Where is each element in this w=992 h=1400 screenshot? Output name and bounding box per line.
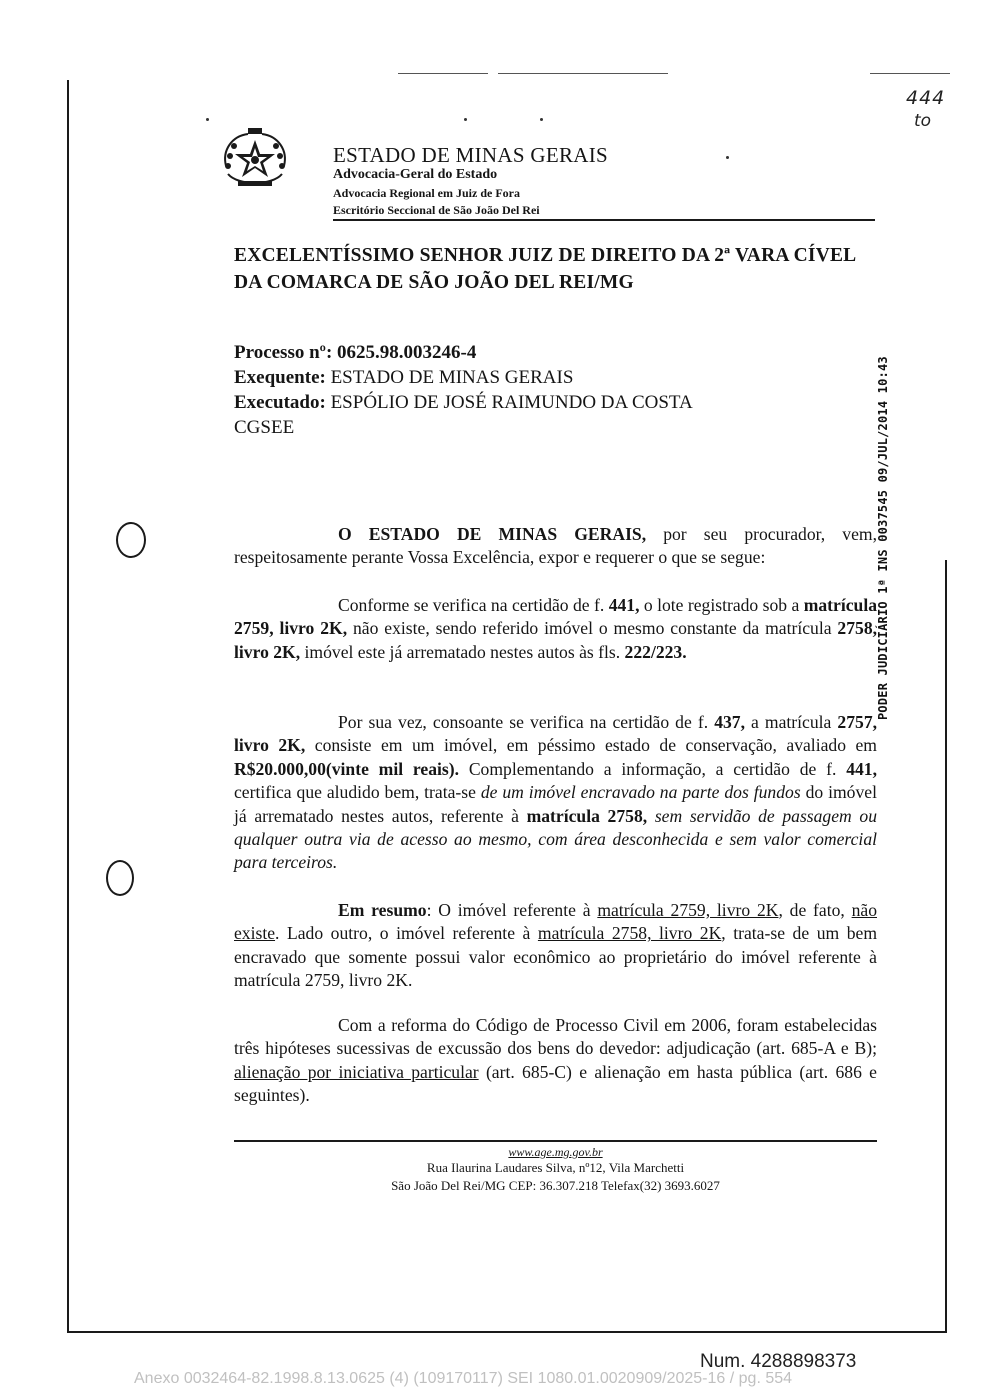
paragraph-text-run: certifica que aludido bem, trata-se — [234, 782, 481, 803]
paragraph-underlined-run: alienação por iniciativa particular — [234, 1061, 479, 1082]
letterhead-regional-office: Advocacia Regional em Juiz de Fora — [333, 186, 520, 200]
paragraph-bold-run: Em resumo — [338, 900, 427, 920]
scan-border-right — [945, 560, 947, 1332]
footer-rule — [234, 1140, 877, 1142]
process-info — [234, 340, 693, 440]
executado-label: Executado: — [234, 392, 326, 413]
paragraph-bold-run: R$20.000,00(vinte mil reais). — [234, 758, 460, 779]
paragraph-bold-run: 222/223. — [624, 641, 687, 662]
court-protocol-stamp: PODER JUDICIÁRIO 1ª INS 0037545 09/JUL/2014 10:43 — [876, 356, 890, 720]
scan-artifact-line — [870, 73, 950, 74]
paragraph-cpc-reform — [234, 1014, 877, 1108]
paragraph-underlined-run: matrícula 2758, livro 2K — [537, 923, 722, 944]
paragraph-certidao-437 — [234, 711, 877, 875]
paragraph-bold-run: matrícula 2758, — [526, 805, 648, 826]
paragraph-text-run: imóvel este já arrematado nestes autos às fls. — [300, 641, 625, 662]
exequente-label: Exequente: — [234, 367, 326, 388]
scan-artifact-line — [398, 73, 488, 74]
scan-speck — [206, 118, 209, 121]
handwritten-number-bottom: to — [914, 111, 932, 131]
scan-speck — [540, 118, 543, 121]
paragraph-text-run: do imóvel já arrematado nestes autos, referente à — [234, 782, 877, 826]
letterhead-rule — [333, 219, 875, 221]
scan-border-left — [67, 80, 69, 1333]
process-extra-code: CGSEE — [234, 417, 295, 438]
process-number-line — [234, 340, 693, 365]
exequente-line — [234, 365, 693, 390]
paragraph-text-run: não existe, sendo referido imóvel o mesmo constante da matrícula — [347, 618, 838, 639]
letterhead-local-office: Escritório Seccional de São João Del Rei — [333, 203, 540, 217]
paragraph-bold-run: matrícula 2759, livro 2K, — [234, 595, 878, 639]
paragraph-bold-run: O ESTADO DE MINAS GERAIS, — [338, 524, 647, 544]
annex-watermark-line: Anexo 0032464-82.1998.8.13.0625 (4) (109170117) SEI 1080.01.0020909/2025-16 / pg. 554 — [134, 1370, 793, 1387]
punch-hole-icon — [116, 522, 146, 558]
scan-speck — [726, 156, 729, 159]
paragraph-underlined-run: matrícula 2759, livro 2K — [597, 900, 779, 920]
letterhead-title: ESTADO DE MINAS GERAIS — [333, 143, 609, 167]
paragraph-italic-run: sem servidão de passagem ou qualquer outra via de acesso ao mesmo, com área desconhecida e sem valor comercial para terceiros. — [234, 805, 877, 873]
paragraph-bold-run: 437, — [714, 712, 745, 732]
paragraph-text-run: : O imóvel referente à — [426, 900, 598, 920]
scan-speck — [464, 118, 467, 121]
scan-artifact-line — [498, 73, 668, 74]
paragraph-text-run: o lote registrado sob a — [639, 595, 804, 615]
paragraph-bold-run: 441, — [846, 758, 877, 779]
paragraph-text-run: por seu procurador, vem, respeitosamente perante Vossa Excelência, expor e requerer o que se segue: — [234, 524, 877, 568]
handwritten-number-top: 444 — [906, 87, 946, 109]
footer-address-line-2: São João Del Rei/MG CEP: 36.307.218 Telefax(32) 3693.6027 — [391, 1178, 720, 1193]
paragraph-text-run: Conforme se verifica na certidão de f. — [338, 595, 609, 615]
executado-value: ESPÓLIO DE JOSÉ RAIMUNDO DA COSTA — [330, 392, 693, 413]
footer-website: www.age.mg.gov.br — [508, 1145, 603, 1159]
scan-border-bottom — [67, 1331, 947, 1333]
paragraph-text-run: a matrícula — [744, 712, 838, 732]
punch-hole-icon — [106, 860, 134, 896]
process-number-label: Processo nº: — [234, 342, 333, 363]
paragraph-underlined-run: não existe — [234, 900, 877, 944]
exequente-value: ESTADO DE MINAS GERAIS — [330, 367, 574, 388]
paragraph-text-run: , trata-se de um bem encravado que somente possui valor econômico ao proprietário do imóvel referente à matrícula 2759, livro 2K. — [234, 923, 878, 991]
handwritten-page-number — [900, 85, 960, 145]
coat-of-arms-icon — [218, 126, 292, 192]
paragraph-text-run: . Lado outro, o imóvel referente à — [275, 923, 538, 944]
paragraph-resumo — [234, 899, 877, 993]
paragraph-text-run: consiste em um imóvel, em péssimo estado de conservação, avaliado em — [305, 735, 877, 756]
process-number-value: 0625.98.003246-4 — [337, 342, 477, 363]
paragraph-certidao-441 — [234, 594, 877, 664]
footer-address-line-1: Rua Ilaurina Laudares Silva, nº12, Vila Marchetti — [426, 1160, 685, 1175]
protocol-number: Num. 4288898373 — [700, 1351, 857, 1372]
executado-line — [234, 390, 693, 415]
addressee-heading: EXCELENTÍSSIMO SENHOR JUIZ DE DIREITO DA 2ª VARA CÍVEL DA COMARCA DE SÃO JOÃO DEL REI/MG — [234, 245, 856, 293]
paragraph-text-run: Por sua vez, consoante se verifica na certidão de f. — [338, 712, 715, 732]
paragraph-bold-run: 2758, livro 2K, — [234, 618, 878, 662]
paragraph-bold-run: 2757, livro 2K, — [234, 712, 878, 756]
paragraph-text-run: (art. 685-C) e alienação em hasta pública (art. 686 e seguintes). — [234, 1061, 877, 1106]
paragraph-text-run: Complementando a informação, a certidão de f. — [459, 758, 847, 779]
letterhead-subtitle: Advocacia-Geral do Estado — [333, 167, 498, 182]
paragraph-bold-run: 441, — [608, 595, 640, 615]
paragraph-text-run: , de fato, — [778, 900, 852, 920]
paragraph-text-run: Com a reforma do Código de Processo Civil em 2006, foram estabelecidas três hipóteses sucessivas de excussão dos bens do devedor: adjudicação (art. 685-A e B); — [234, 1015, 877, 1059]
paragraph-intro — [234, 523, 877, 570]
paragraph-italic-run: de um imóvel encravado na parte dos fundos — [480, 782, 801, 803]
